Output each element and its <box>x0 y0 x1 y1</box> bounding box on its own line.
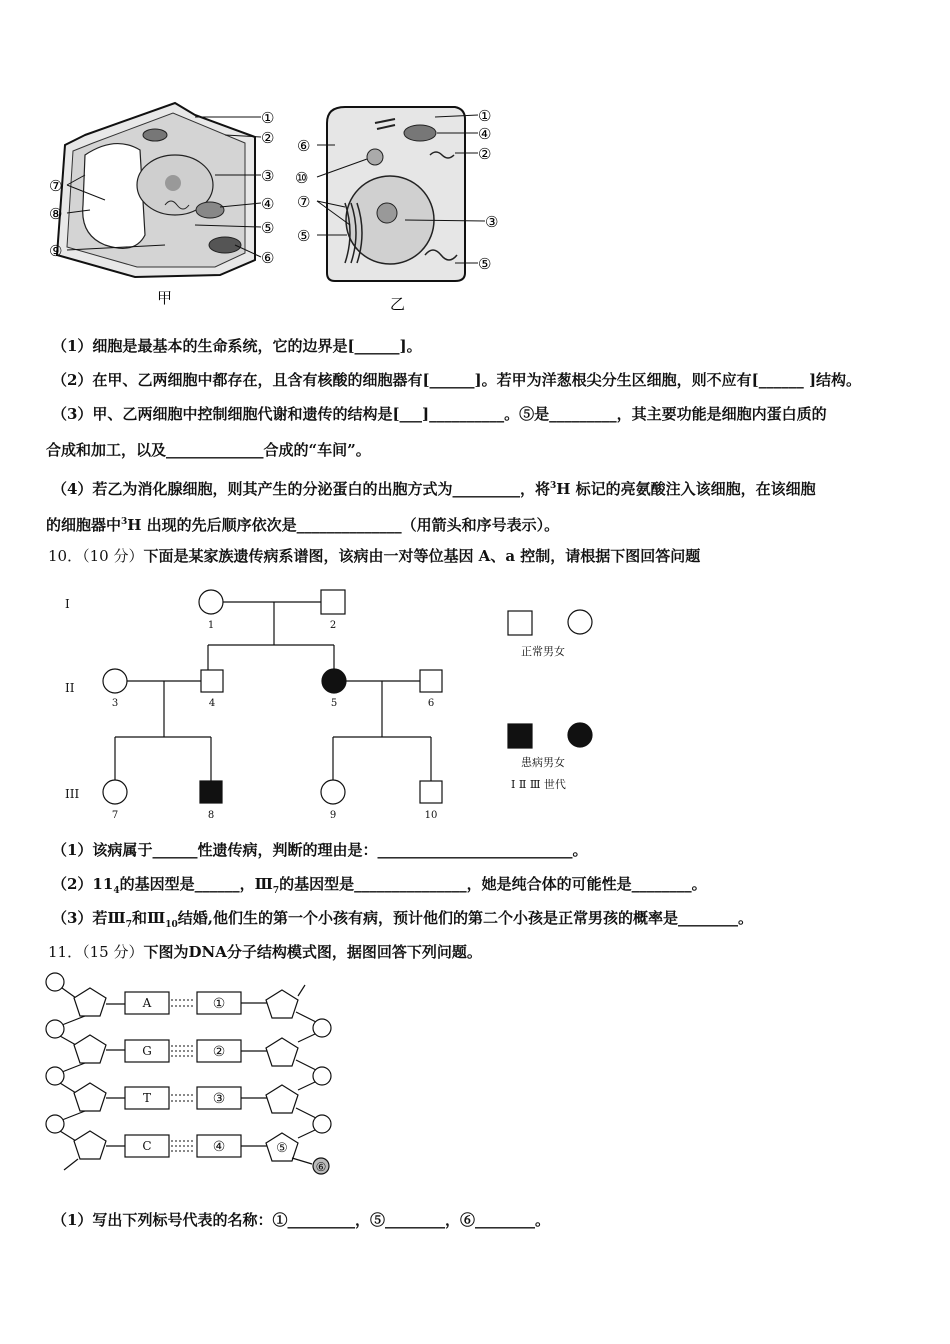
q11-number: 11． <box>48 943 83 961</box>
id-1: 1 <box>207 620 215 631</box>
base-left-2: G <box>142 1044 152 1058</box>
q10-p2-post: 的基因型是______，Ⅲ <box>119 875 273 893</box>
id-2: 2 <box>329 620 337 631</box>
q10-part2 <box>52 874 707 901</box>
q11-score: （15 分） <box>82 943 144 961</box>
cell-diagram-figure <box>45 95 515 315</box>
jia-mark-8: ⑧ <box>49 205 63 223</box>
id-3: 3 <box>111 698 119 709</box>
q10-p2-sub2: 7 <box>272 886 280 896</box>
yi-mark-5b: ⑤ <box>478 255 492 273</box>
q10-p2-sub: 4 <box>113 886 120 896</box>
jia-mark-2: ② <box>261 129 275 147</box>
individual-3 <box>103 669 127 693</box>
jia-mark-4: ④ <box>261 195 275 213</box>
base-right-3: ③ <box>212 1091 226 1107</box>
legend-affected-label: 患病男女 <box>521 756 565 769</box>
q10-part3 <box>52 908 753 935</box>
legend-normal-female <box>568 610 592 634</box>
individual-8 <box>200 781 222 803</box>
q10-p2-pre: （2）11 <box>52 875 114 893</box>
q10-stem <box>48 546 700 566</box>
plant-cell-jia <box>57 103 255 307</box>
individual-2 <box>321 590 345 614</box>
jia-mark-7: ⑦ <box>49 177 63 195</box>
q10-part1: （1）该病属于______性遗传病，判断的理由是：__________________________。 <box>52 841 588 859</box>
legend-normal-male <box>508 611 532 635</box>
individual-4 <box>201 670 223 692</box>
id-9: 9 <box>329 810 337 821</box>
q11-stem-pre: 下图为 <box>143 943 189 961</box>
yi-mark-4: ④ <box>478 125 492 143</box>
q9-part3-line1: （3）甲、乙两细胞中控制细胞代谢和遗传的结构是[___]__________。⑤是_________，其主要功能是细胞内蛋白质的 <box>52 405 827 423</box>
base-left-3: T <box>142 1091 152 1105</box>
mark-5: ⑤ <box>276 1141 288 1156</box>
jia-mark-1: ① <box>261 109 275 127</box>
jia-mark-9: ⑨ <box>49 242 63 260</box>
base-right-4: ④ <box>212 1139 226 1155</box>
q10-p3-sub: 7 <box>125 920 132 930</box>
q10-p3-pre: （3）若Ⅲ <box>52 909 126 927</box>
mark-6: ⑥ <box>315 1160 327 1174</box>
id-8: 8 <box>207 810 215 821</box>
q9-p4b-pre: 的细胞器中 <box>46 516 122 534</box>
animal-cell-yi <box>327 107 465 313</box>
q10-p3-sub2: 10 <box>165 920 178 930</box>
yi-mark-10: ⑩ <box>295 169 309 187</box>
q9-part3-line2: 合成和加工，以及_____________合成的“车间”。 <box>46 441 371 459</box>
yi-mark-2: ② <box>478 145 492 163</box>
jia-mark-6: ⑥ <box>261 249 275 267</box>
yi-mark-6: ⑥ <box>297 137 311 155</box>
individual-1 <box>199 590 223 614</box>
gen-label-3: III <box>65 787 80 801</box>
yi-mark-3: ③ <box>485 213 499 231</box>
individual-9 <box>321 780 345 804</box>
q10-stem-text: 下面是某家族遗传病系谱图，该病由一对等位基因 A、a 控制，请根据下图回答问题 <box>143 547 701 565</box>
q9-part4-line2 <box>46 512 559 535</box>
legend-normal-label: 正常男女 <box>521 645 565 658</box>
label-yi: 乙 <box>390 295 406 313</box>
yi-mark-7: ⑦ <box>297 193 311 211</box>
q11-stem <box>48 942 482 962</box>
id-5: 5 <box>330 698 338 709</box>
id-10: 10 <box>424 810 438 821</box>
yi-mark-1: ① <box>478 107 492 125</box>
q9-p4a-pre: （4）若乙为消化腺细胞，则其产生的分泌蛋白的出胞方式为_________，将 <box>52 480 550 498</box>
individual-7 <box>103 780 127 804</box>
dna-structure-diagram <box>40 970 340 1185</box>
id-6: 6 <box>427 698 435 709</box>
q9-part4-line1 <box>52 476 816 499</box>
q10-p3-mid: 和Ⅲ <box>131 909 166 927</box>
base-right-2: ② <box>212 1044 226 1060</box>
base-left-1: A <box>142 996 152 1010</box>
q9-p4a-post: H 标记的亮氨酸注入该细胞，在该细胞 <box>556 480 816 498</box>
gen-label-2: II <box>65 681 75 695</box>
legend-affected-male <box>508 724 532 748</box>
jia-mark-3: ③ <box>261 167 275 185</box>
q9-p4b-post: H 出现的先后顺序依次是______________（用箭头和序号表示）。 <box>127 516 560 534</box>
q10-p2-post2: 的基因型是_______________，她是纯合体的可能性是________。 <box>279 875 707 893</box>
legend-generation-label: Ⅰ Ⅱ Ⅲ 世代 <box>511 778 566 791</box>
individual-10 <box>420 781 442 803</box>
q10-score: （10 分） <box>82 547 144 565</box>
q9-part1: （1）细胞是最基本的生命系统，它的边界是[______]。 <box>52 337 422 355</box>
gen-label-1: I <box>65 597 70 611</box>
base-right-1: ① <box>212 996 226 1012</box>
label-jia: 甲 <box>157 289 173 307</box>
id-7: 7 <box>111 810 119 821</box>
q9-p4b-sup: 3 <box>121 517 128 527</box>
q9-p4a-sup: 3 <box>549 481 557 491</box>
q9-part2: （2）在甲、乙两细胞中都存在，且含有核酸的细胞器有[______]。若甲为洋葱根尖分生区细胞，则不应有[______ ]结构。 <box>52 371 862 389</box>
individual-6 <box>420 670 442 692</box>
jia-mark-5: ⑤ <box>261 219 275 237</box>
q11-stem-post: 分子结构模式图，据图回答下列问题。 <box>226 943 482 961</box>
pedigree-chart <box>55 582 615 822</box>
base-left-4: C <box>142 1139 152 1153</box>
q11-part1: （1）写出下列标号代表的名称：①_________，⑤________，⑥________。 <box>52 1211 550 1229</box>
q10-number: 10． <box>48 547 83 565</box>
q10-p3-post: 结婚,他们生的第一个小孩有病，预计他们的第二个小孩是正常男孩的概率是________。 <box>177 909 754 927</box>
id-4: 4 <box>208 698 216 709</box>
legend-affected-female <box>568 723 592 747</box>
individual-5 <box>322 669 346 693</box>
q11-stem-dna: DNA <box>188 943 227 961</box>
yi-mark-5a: ⑤ <box>297 227 311 245</box>
